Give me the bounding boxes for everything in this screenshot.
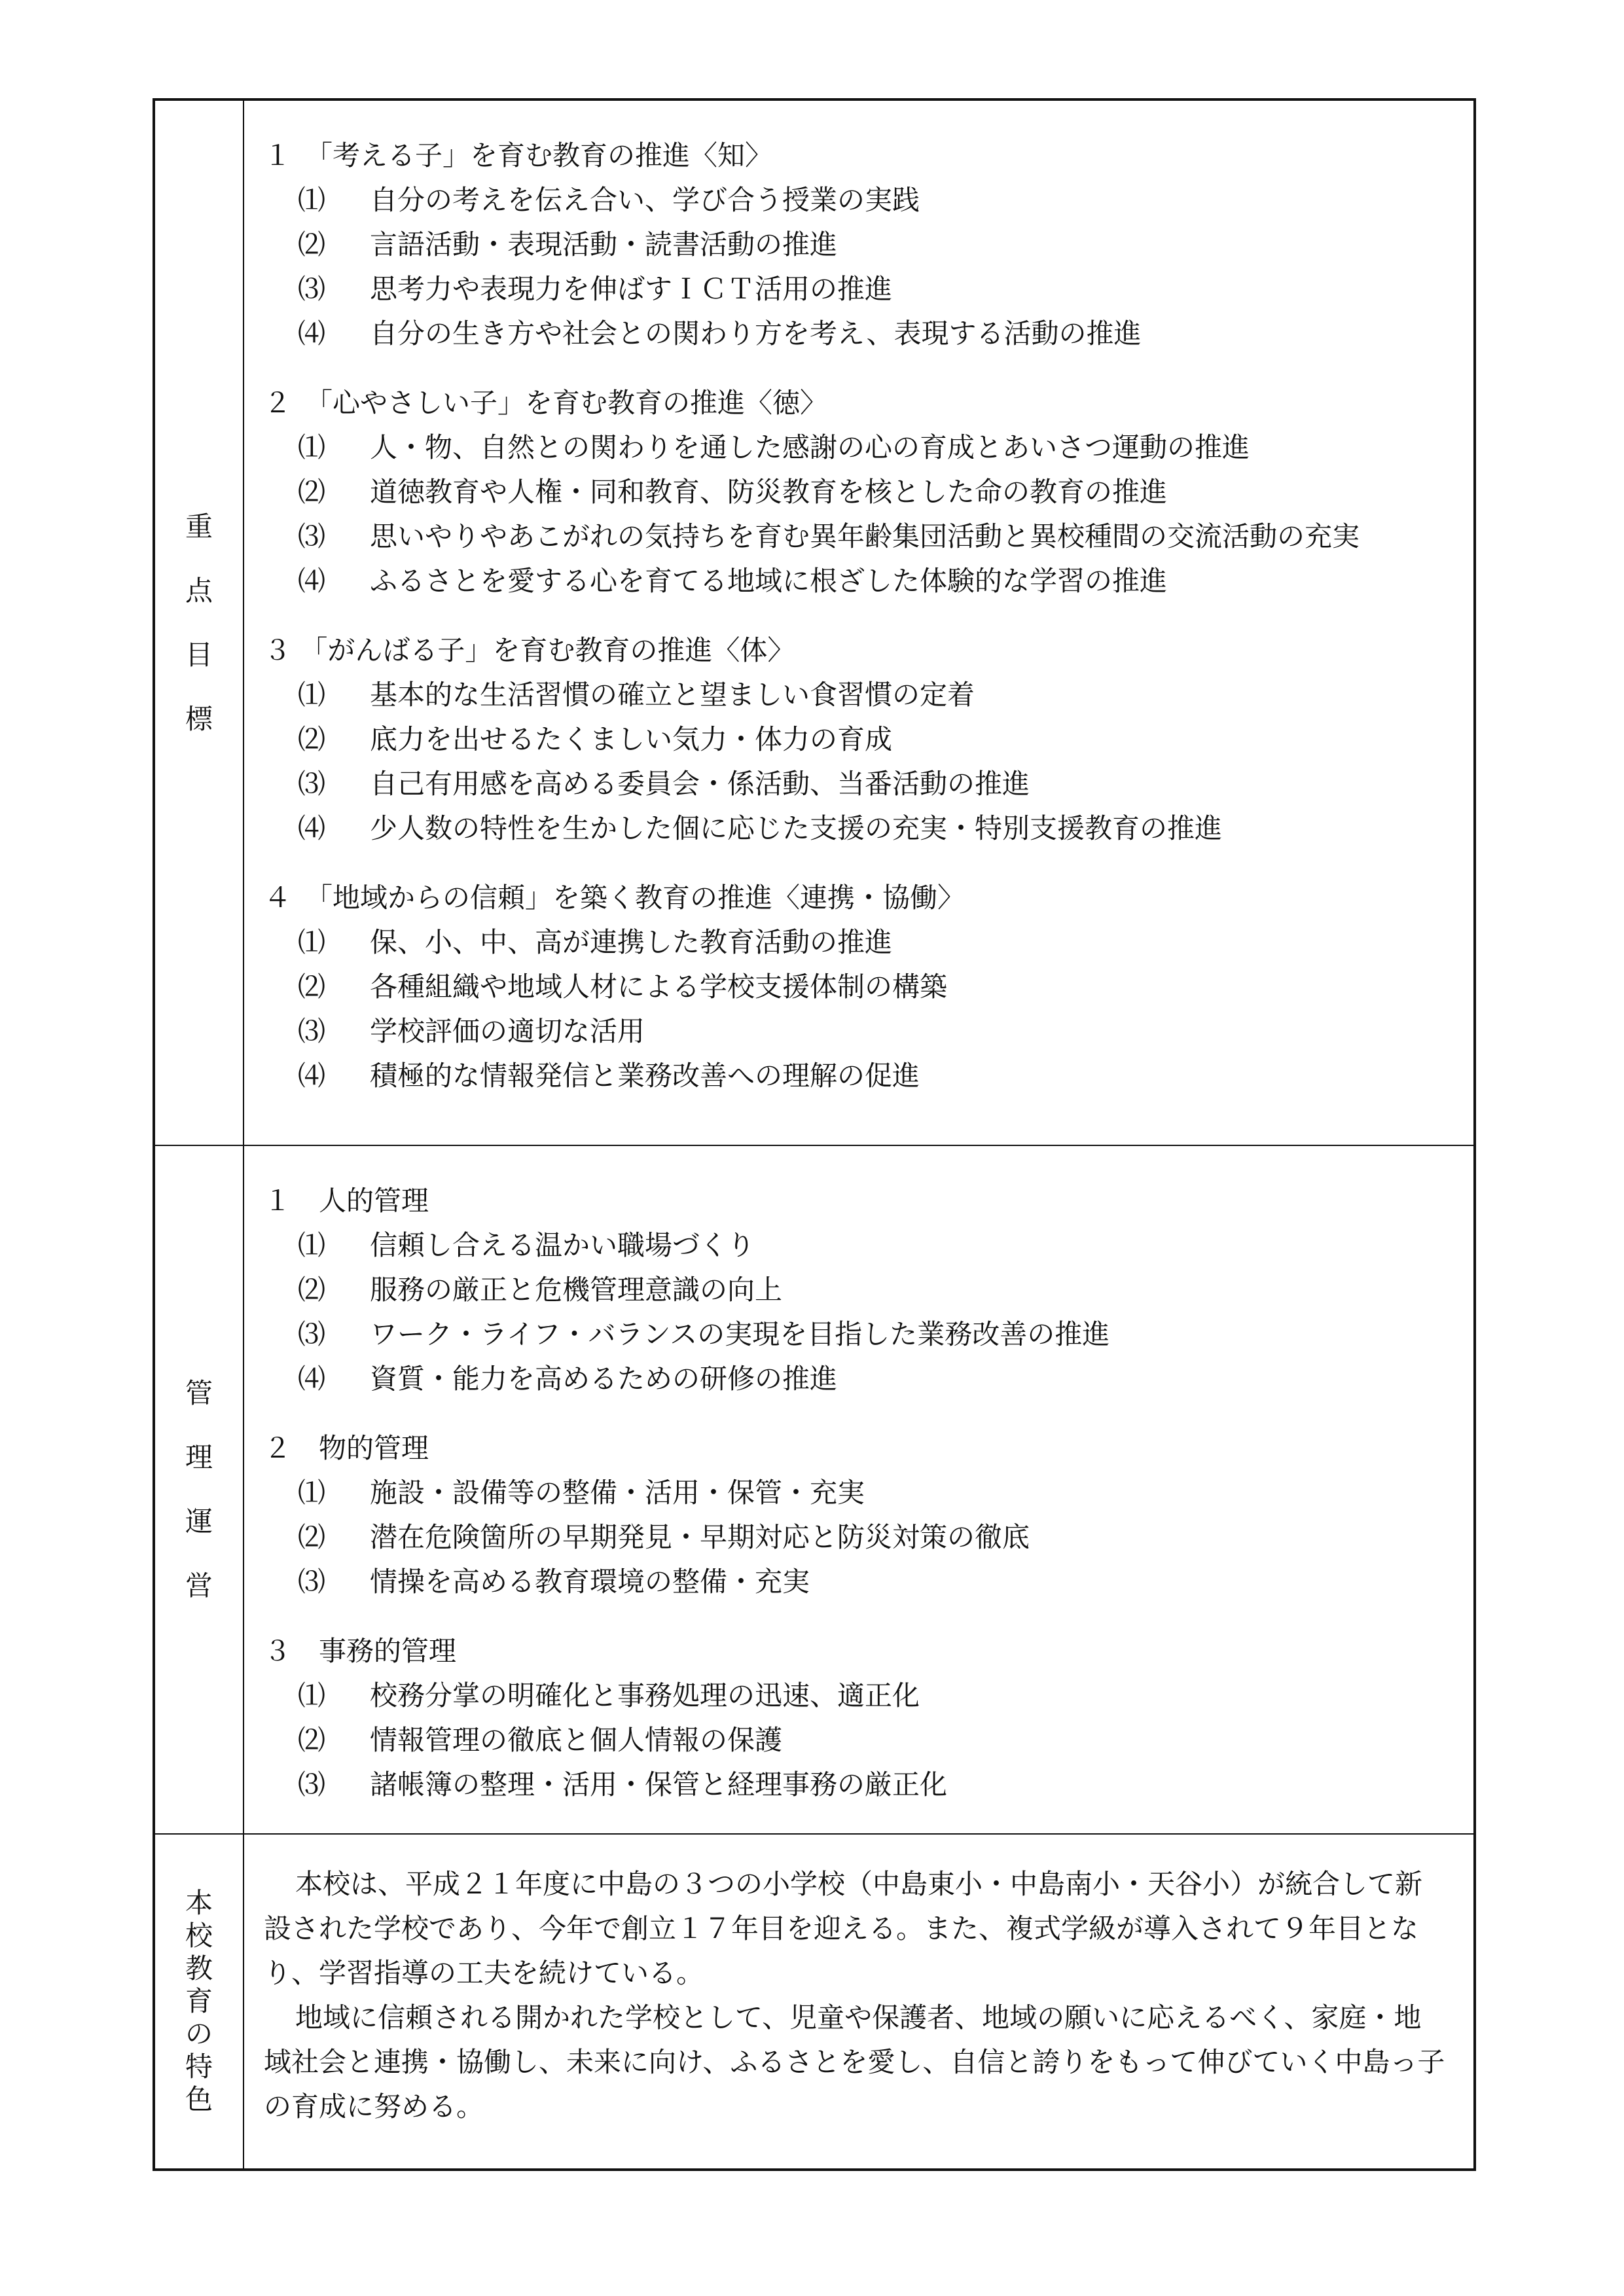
section-title: ３ 「がんばる子」を育む教育の推進〈体〉: [264, 634, 795, 666]
goal-section: [264, 628, 1447, 851]
item-text: 積極的な情報発信と業務改善への理解の促進: [370, 1060, 920, 1092]
item-text: 学校評価の適切な活用: [370, 1015, 645, 1047]
list-item: [264, 1515, 1447, 1560]
item-number: ⑷: [298, 1363, 326, 1395]
item-number: ⑵: [298, 476, 326, 508]
item-text: 思いやりやあこがれの気持ちを育む異年齢集団活動と異校種間の交流活動の充実: [370, 520, 1360, 552]
list-item: [264, 1009, 1447, 1054]
item-number: ⑶: [298, 520, 326, 552]
label-char: 営: [185, 1570, 213, 1602]
goals-row: [154, 99, 1475, 1145]
item-number: ⑴: [298, 679, 326, 711]
management-section: [264, 1179, 1447, 1401]
label-char: 校: [185, 1920, 213, 1952]
management-content-cell: [244, 1145, 1475, 1834]
item-text: 少人数の特性を生かした個に応じた支援の充実・特別支援教育の推進: [370, 812, 1223, 844]
list-item: [264, 965, 1447, 1009]
item-text: 思考力や表現力を伸ばすＩＣＴ活用の推進: [370, 273, 893, 305]
item-text: 言語活動・表現活動・読書活動の推進: [370, 228, 838, 260]
item-text: 道徳教育や人権・同和教育、防災教育を核とした命の教育の推進: [370, 476, 1168, 508]
label-char: 標: [185, 702, 213, 735]
list-item: [264, 673, 1447, 717]
item-number: ⑵: [298, 1274, 326, 1306]
list-item: [264, 1357, 1447, 1401]
item-number: ⑶: [298, 273, 326, 305]
section-title: ２ 「心やさしい子」を育む教育の推進〈徳〉: [264, 387, 828, 419]
list-item: [264, 559, 1447, 603]
item-number: ⑷: [298, 812, 326, 844]
label-char: 目: [185, 638, 213, 671]
label-char: 運: [185, 1505, 213, 1537]
list-item: [264, 1312, 1447, 1357]
label-char: の: [185, 2018, 213, 2050]
section-title: ３ 事務的管理: [264, 1635, 457, 1667]
item-text: 人・物、自然との関わりを通した感謝の心の育成とあいさつ運動の推進: [370, 431, 1250, 463]
goals-content-cell: [244, 99, 1475, 1145]
list-item: [264, 1718, 1447, 1763]
item-number: ⑶: [298, 1318, 326, 1350]
list-item: [264, 514, 1447, 559]
label-char: 色: [185, 2083, 213, 2115]
features-content: [244, 1835, 1473, 2168]
list-item: [264, 1674, 1447, 1718]
item-number: ⑴: [298, 1477, 326, 1509]
list-item: [264, 267, 1447, 312]
label-char: 重: [185, 510, 213, 543]
item-number: ⑴: [298, 926, 326, 958]
item-text: 基本的な生活習慣の確立と望ましい食習慣の定着: [370, 679, 975, 711]
item-text: 潜在危険箇所の早期発見・早期対応と防災対策の徹底: [370, 1521, 1030, 1553]
label-char: 特: [185, 2051, 213, 2083]
features-label-cell: [154, 1834, 244, 2170]
label-char: 育: [185, 1985, 213, 2017]
label-char: 教: [185, 1952, 213, 1984]
item-number: ⑷: [298, 1060, 326, 1092]
feature-paragraph: 地域に信頼される開かれた学校として、児童や保護者、地域の願いに応えるべく、家庭・地域社会と連携・協働し、未来に向け、ふるさとを愛し、自信と誇りをもって伸びていく中島っ子の育成に努める。: [264, 2001, 1445, 2123]
item-number: ⑷: [298, 565, 326, 597]
label-char: 本: [185, 1887, 213, 1919]
item-text: 施設・設備等の整備・活用・保管・充実: [370, 1477, 865, 1509]
section-title: ２ 物的管理: [264, 1432, 429, 1464]
management-label-cell: [154, 1145, 244, 1834]
item-number: ⑴: [298, 184, 326, 216]
item-text: 保、小、中、高が連携した教育活動の推進: [370, 926, 893, 958]
goal-section: [264, 134, 1447, 356]
features-content-cell: [244, 1834, 1475, 2170]
item-number: ⑵: [298, 1521, 326, 1553]
list-item: [264, 1268, 1447, 1312]
management-content: [244, 1146, 1473, 1833]
list-item: [264, 1763, 1447, 1807]
goals-content: [244, 101, 1473, 1124]
item-number: ⑵: [298, 971, 326, 1003]
item-number: ⑶: [298, 1768, 326, 1801]
item-number: ⑷: [298, 317, 326, 350]
item-text: 底力を出せるたくましい気力・体力の育成: [370, 723, 893, 755]
item-text: 自己有用感を高める委員会・係活動、当番活動の推進: [370, 768, 1030, 800]
item-number: ⑵: [298, 723, 326, 755]
list-item: [264, 806, 1447, 851]
list-item: [264, 312, 1447, 356]
label-char: 理: [185, 1441, 213, 1473]
section-title: ４ 「地域からの信頼」を築く教育の推進〈連携・協働〉: [264, 882, 965, 914]
goals-label: [155, 510, 243, 735]
item-text: 校務分掌の明確化と事務処理の迅速、適正化: [370, 1679, 920, 1712]
list-item: [264, 762, 1447, 806]
list-item: [264, 1223, 1447, 1268]
item-text: 自分の生き方や社会との関わり方を考え、表現する活動の推進: [370, 317, 1142, 350]
management-row: [154, 1145, 1475, 1834]
goal-section: [264, 876, 1447, 1098]
features-row: [154, 1834, 1475, 2170]
list-item: [264, 425, 1447, 470]
item-text: 情報管理の徹底と個人情報の保護: [370, 1724, 783, 1756]
item-number: ⑴: [298, 431, 326, 463]
item-text: 資質・能力を高めるための研修の推進: [370, 1363, 838, 1395]
item-number: ⑵: [298, 1724, 326, 1756]
management-section: [264, 1426, 1447, 1604]
list-item: [264, 178, 1447, 223]
list-item: [264, 1054, 1447, 1098]
item-number: ⑵: [298, 228, 326, 260]
item-number: ⑴: [298, 1679, 326, 1712]
section-title: １ 人的管理: [264, 1185, 429, 1217]
list-item: [264, 1471, 1447, 1515]
section-title: １ 「考える子」を育む教育の推進〈知〉: [264, 139, 773, 171]
item-number: ⑶: [298, 1015, 326, 1047]
label-char: 点: [185, 574, 213, 607]
item-text: ふるさとを愛する心を育てる地域に根ざした体験的な学習の推進: [370, 565, 1168, 597]
item-text: 信頼し合える温かい職場づくり: [370, 1229, 755, 1261]
features-label: [155, 1887, 243, 2115]
item-text: 各種組織や地域人材による学校支援体制の構築: [370, 971, 948, 1003]
list-item: [264, 717, 1447, 762]
item-number: ⑴: [298, 1229, 326, 1261]
management-label: [155, 1377, 243, 1602]
item-text: 諸帳簿の整理・活用・保管と経理事務の厳正化: [370, 1768, 948, 1801]
item-text: 服務の厳正と危機管理意識の向上: [370, 1274, 783, 1306]
item-text: 自分の考えを伝え合い、学び合う授業の実践: [370, 184, 920, 216]
list-item: [264, 920, 1447, 965]
label-char: 管: [185, 1377, 213, 1409]
list-item: [264, 1560, 1447, 1604]
list-item: [264, 223, 1447, 267]
school-plan-table: [153, 98, 1476, 2171]
item-number: ⑶: [298, 768, 326, 800]
management-section: [264, 1629, 1447, 1807]
goals-label-cell: [154, 99, 244, 1145]
item-text: ワーク・ライフ・バランスの実現を目指した業務改善の推進: [370, 1318, 1110, 1350]
item-number: ⑶: [298, 1566, 326, 1598]
item-text: 情操を高める教育環境の整備・充実: [370, 1566, 810, 1598]
list-item: [264, 470, 1447, 514]
goal-section: [264, 381, 1447, 603]
feature-paragraph: 本校は、平成２１年度に中島の３つの小学校（中島東小・中島南小・天谷小）が統合して新設された学校であり、今年で創立１７年目を迎える。また、複式学級が導入されて９年目となり、学習指導の工夫を続けている。: [264, 1868, 1423, 1989]
